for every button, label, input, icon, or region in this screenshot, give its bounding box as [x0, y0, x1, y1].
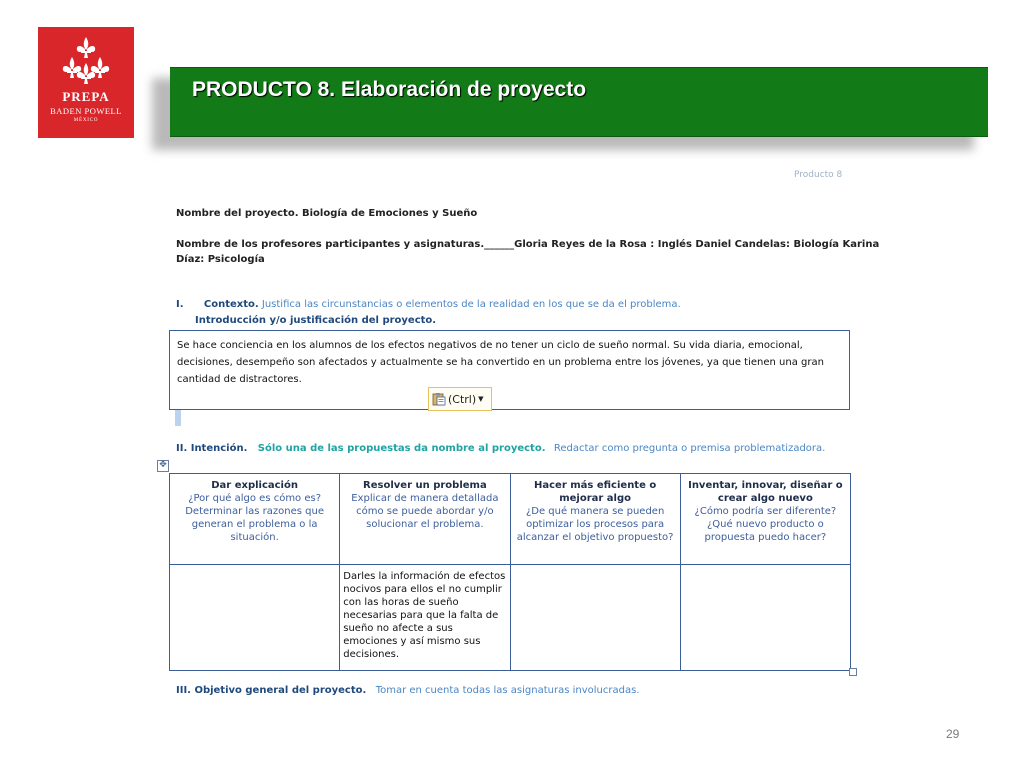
- table-row: [170, 474, 851, 565]
- table-header-title: Resolver un problema: [363, 480, 487, 491]
- logo-text-mexico: MÉXICO: [73, 118, 99, 123]
- section-intention-heading: II. Intención.: [176, 443, 248, 454]
- table-header-text: ¿Cómo podría ser diferente? ¿Qué nuevo producto o propuesta puedo hacer?: [694, 506, 837, 543]
- section-objective-heading: III. Objetivo general del proyecto.: [176, 685, 367, 696]
- table-header-text: ¿De qué manera se pueden optimizar los procesos para alcanzar el objetivo propuesto?: [516, 506, 674, 543]
- context-text-box[interactable]: [169, 330, 850, 410]
- logo-text-baden-powell: BADEN POWELL: [50, 106, 122, 116]
- table-header-text: ¿Por qué algo es cómo es? Determinar las razones que generan el problema o la situación.: [185, 493, 324, 543]
- ghost-header-text: Producto 8: [794, 170, 843, 180]
- teachers-line-2: Díaz: Psicología: [176, 254, 265, 265]
- section-intention-instruction: Redactar como pregunta o premisa problematizadora.: [553, 443, 826, 454]
- table-cell[interactable]: [170, 565, 340, 671]
- table-cell[interactable]: Darles la información de efectos nocivos para ellos el no cumplir con las horas de sueño necesarias para que la falta de sueño no afecte a sus emociones y así mismo sus decisiones.: [340, 565, 510, 671]
- section-context-heading: Contexto.: [203, 299, 259, 310]
- section-context: [176, 299, 681, 310]
- table-move-handle-icon[interactable]: ✥: [157, 460, 169, 472]
- paste-options-label: (Ctrl): [448, 392, 477, 406]
- page-number: 29: [946, 727, 960, 741]
- teachers-line-1: Nombre de los profesores participantes y asignaturas.______Gloria Reyes de la Rosa : Inglés Daniel Candelas: Biología Karina: [176, 239, 880, 250]
- section-context-number: I.: [176, 299, 184, 310]
- table-row: [170, 565, 851, 671]
- section-context-subheading: Introducción y/o justificación del proyecto.: [195, 315, 437, 326]
- logo-text-prepa: PREPA: [62, 89, 110, 104]
- text-cursor-mark: [175, 410, 181, 426]
- section-intention-note: Sólo una de las propuestas da nombre al proyecto.: [257, 443, 546, 454]
- section-objective-instruction: Tomar en cuenta todas las asignaturas involucradas.: [375, 685, 640, 696]
- table-header-title: Inventar, innovar, diseñar o crear algo nuevo: [688, 480, 843, 504]
- intention-table: [169, 473, 851, 671]
- table-resize-handle[interactable]: [849, 668, 857, 676]
- table-header-title: Hacer más eficiente o mejorar algo: [534, 480, 657, 504]
- table-cell[interactable]: [680, 565, 850, 671]
- paste-options-button[interactable]: [428, 387, 492, 411]
- slide-title: PRODUCTO 8. Elaboración de proyecto: [192, 78, 587, 101]
- table-header-cell[interactable]: [510, 474, 680, 565]
- project-name: Nombre del proyecto. Biología de Emociones y Sueño: [176, 208, 478, 219]
- table-header-title: Dar explicación: [211, 480, 298, 491]
- table-header-cell[interactable]: [680, 474, 850, 565]
- table-header-cell[interactable]: [170, 474, 340, 565]
- table-header-cell[interactable]: [340, 474, 510, 565]
- context-text: Se hace conciencia en los alumnos de los efectos negativos de no tener un ciclo de sueño normal. Su vida diaria, emocional, decisiones, desempeño son afectados y actualmente se ha convertido en un problema entre los jóvenes, ya que tienen una gran cantidad de distractores.: [177, 340, 824, 385]
- clipboard-icon: [432, 392, 446, 406]
- section-context-instruction: Justifica las circunstancias o elementos de la realidad en los que se da el problema.: [261, 299, 681, 310]
- table-header-text: Explicar de manera detallada cómo se puede abordar y/o solucionar el problema.: [351, 493, 499, 530]
- chevron-down-icon: ▼: [478, 395, 484, 403]
- table-cell[interactable]: [510, 565, 680, 671]
- section-objective: [176, 685, 639, 696]
- section-intention: [176, 443, 825, 454]
